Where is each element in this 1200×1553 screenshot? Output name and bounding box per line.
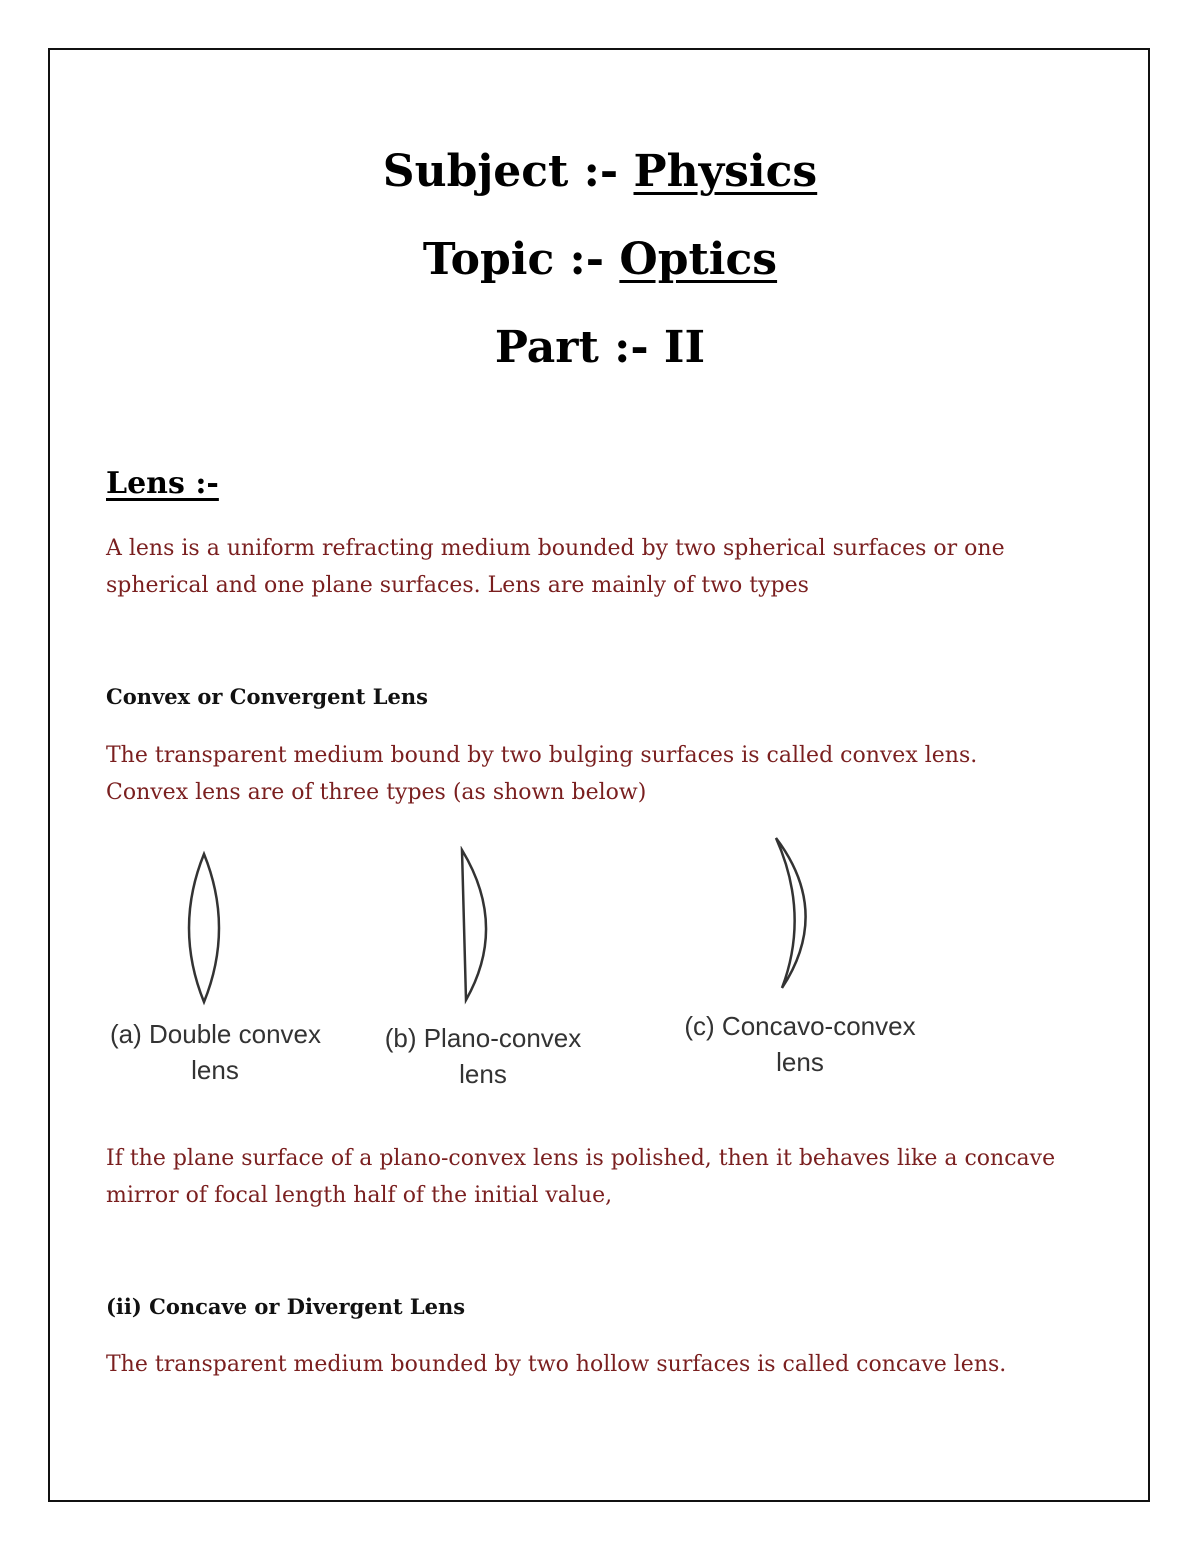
plano-convex-caption bbox=[368, 1020, 598, 1092]
concavo-convex-caption bbox=[660, 1008, 940, 1080]
concave-description-paragraph bbox=[106, 1346, 1106, 1383]
concavo-convex-lens-figure bbox=[766, 834, 822, 994]
double-convex-lens-figure bbox=[170, 848, 240, 1008]
caption-line: (b) Plano-convex bbox=[384, 1023, 582, 1053]
lens-intro-line: spherical and one plane surfaces. Lens are mainly of two types bbox=[106, 573, 809, 598]
caption-line: lens bbox=[776, 1047, 824, 1077]
topic-heading bbox=[0, 234, 1200, 285]
concave-description-line: The transparent medium bounded by two hollow surfaces is called concave lens. bbox=[106, 1352, 1007, 1377]
lens-section-title: Lens :- bbox=[106, 466, 219, 501]
subject-label: Subject :- bbox=[382, 146, 634, 197]
plano-convex-lens-figure bbox=[452, 846, 508, 1006]
lens-intro-paragraph bbox=[106, 530, 1106, 604]
part-heading bbox=[0, 322, 1200, 373]
convex-description-line: Convex lens are of three types (as shown below) bbox=[106, 780, 647, 805]
double-convex-caption bbox=[110, 1016, 320, 1088]
convex-section-title: Convex or Convergent Lens bbox=[106, 684, 428, 709]
topic-value: Optics bbox=[619, 234, 778, 285]
subject-heading bbox=[0, 146, 1200, 197]
convex-description-line: The transparent medium bound by two bulging surfaces is called convex lens. bbox=[106, 743, 978, 768]
note-line: If the plane surface of a plano-convex lens is polished, then it behaves like a concave bbox=[106, 1146, 1056, 1171]
caption-line: lens bbox=[191, 1055, 239, 1085]
convex-description-paragraph bbox=[106, 737, 1106, 811]
lens-intro-line: A lens is a uniform refracting medium bounded by two spherical surfaces or one bbox=[106, 536, 1005, 561]
caption-line: (c) Concavo-convex bbox=[684, 1011, 916, 1041]
plano-convex-note-paragraph bbox=[106, 1140, 1106, 1214]
concave-section-title: (ii) Concave or Divergent Lens bbox=[106, 1294, 466, 1319]
part-label: Part :- II bbox=[494, 322, 706, 373]
caption-line: (a) Double convex bbox=[110, 1019, 321, 1049]
caption-line: lens bbox=[459, 1059, 507, 1089]
topic-label: Topic :- bbox=[422, 234, 620, 285]
subject-value: Physics bbox=[633, 146, 818, 197]
note-line: mirror of focal length half of the initial value, bbox=[106, 1183, 613, 1208]
